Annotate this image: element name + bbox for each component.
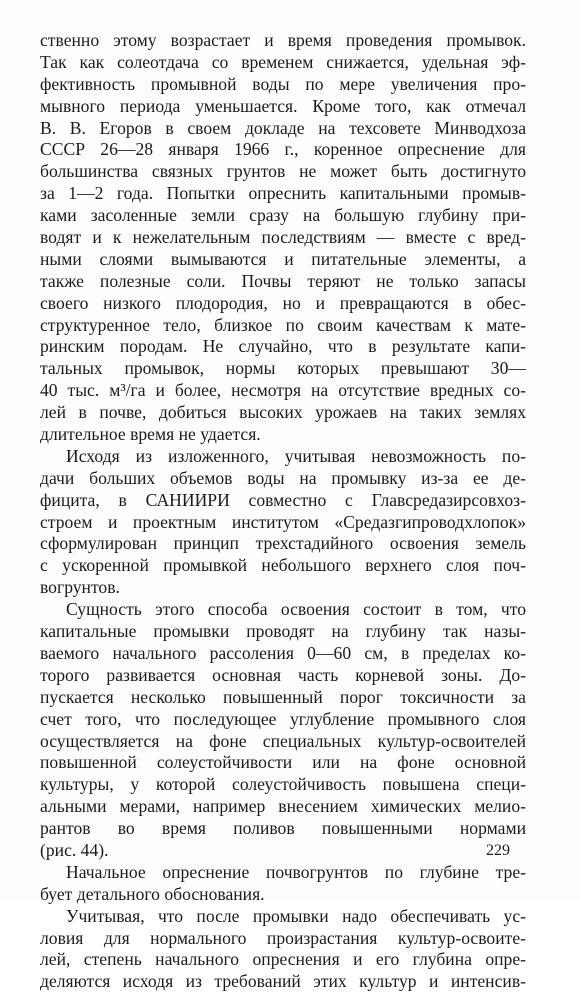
text-line: своего низкого плодородия, но и превращаются в обес- xyxy=(40,292,526,313)
text-line: ловия для нормального произрастания культур-освоите- xyxy=(40,927,526,948)
text-line: 40 тыс. м³/га и более, несмотря на отсутствие вредных со- xyxy=(40,380,526,401)
text-line: большинства связных грунтов не может быть достигнуто xyxy=(40,161,526,182)
text-line: бует детального обоснования. xyxy=(40,883,265,904)
text-line: вогрунтов. xyxy=(40,577,120,598)
text-line: сформулирован принцип трехстадийного освоения земель xyxy=(40,533,526,554)
text-line: лей в почве, добиться высоких урожаев на таких землях xyxy=(40,402,526,423)
text-line: также полезные соли. Почвы теряют не только запасы xyxy=(40,270,526,291)
text-line: повышенной солеустойчивости или на фоне основной xyxy=(40,752,526,773)
text-line: счет того, что последующее углубление промывного слоя xyxy=(40,708,526,729)
paragraph-4 xyxy=(40,862,526,906)
text-line: Сущность этого способа освоения состоит в том, что xyxy=(66,599,526,620)
text-line: осуществляется на фоне специальных культур-освоителей xyxy=(40,730,526,751)
text-line: за 1—2 года. Попытки опреснить капитальными промыв- xyxy=(40,183,526,204)
body-text xyxy=(40,30,526,993)
text-line: СССР 26—28 января 1966 г., коренное опреснение для xyxy=(40,139,526,160)
paragraph-1 xyxy=(40,30,526,446)
text-line: деляются исходя из требований этих культур и интенсив- xyxy=(40,971,526,992)
text-line: альными мерами, например внесением химических мелио- xyxy=(40,796,526,817)
text-line: ваемого начального рассоления 0—60 см, в пределах ко- xyxy=(40,642,526,663)
text-line: ственно этому возрастает и время проведения промывок. xyxy=(40,30,526,50)
text-line: дачи больших объемов воды на промывку из-за ее де- xyxy=(40,467,526,488)
text-line: ными слоями вымываются и питательные элементы, а xyxy=(40,248,526,269)
text-line: мывного периода уменьшается. Кроме того, как отмечал xyxy=(40,95,526,116)
text-line: строем и проектным институтом «Средазгипроводхлопок» xyxy=(40,511,526,532)
text-line: ками засоленные земли сразу на большую глубину при- xyxy=(40,205,526,226)
text-line: тальных промывок, нормы которых превышают 30— xyxy=(40,358,526,379)
text-line: торого развивается основная часть корневой зоны. До- xyxy=(40,664,526,685)
page-number: 229 xyxy=(486,842,510,859)
text-line: фективность промывной воды по мере увеличения про- xyxy=(40,73,526,94)
text-line: культуры, у которой солеустойчивость повышена специ- xyxy=(40,774,526,795)
text-line: В. В. Егоров в своем докладе на техсовете Минводхоза xyxy=(40,117,526,138)
text-line: Учитывая, что после промывки надо обеспечивать ус- xyxy=(66,905,526,926)
text-line: Так как солеотдача со временем снижается, удельная эф- xyxy=(40,51,526,72)
text-line: структуренное тело, близкое по своим качествам к мате- xyxy=(40,314,526,335)
text-line: пускается несколько повышенный порог токсичности за xyxy=(40,686,526,707)
text-line: капитальные промывки проводят на глубину так назы- xyxy=(40,621,526,642)
paragraph-5 xyxy=(40,906,526,993)
text-line: (рис. 44). xyxy=(40,839,109,860)
text-line: рантов во время поливов повышенными нормами xyxy=(40,818,526,839)
paragraph-3 xyxy=(40,599,526,862)
text-line: лей, степень начального опреснения и его глубина опре- xyxy=(40,949,526,970)
text-line: водят и к нежелательным последствиям — вместе с вред- xyxy=(40,227,526,248)
text-line: длительное время не удается. xyxy=(40,424,261,445)
text-line: фицита, в САНИИРИ совместно с Главсредазирсовхоз- xyxy=(40,489,526,510)
text-line: ринским породам. Не случайно, что в результате капи- xyxy=(40,336,526,357)
text-line: Начальное опреснение почвогрунтов по глубине тре- xyxy=(66,861,526,882)
paragraph-2 xyxy=(40,446,526,599)
text-line: с ускоренной промывкой небольшого верхнего слоя поч- xyxy=(40,555,526,576)
text-line: Исходя из изложенного, учитывая невозможность по- xyxy=(66,445,526,466)
